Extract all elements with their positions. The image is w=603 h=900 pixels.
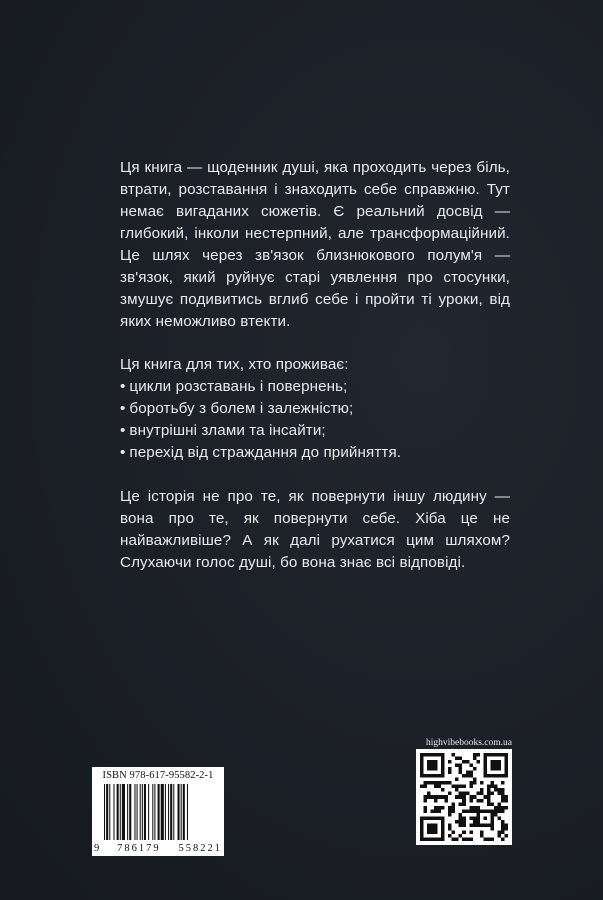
qr-code: [416, 749, 512, 845]
audience-list: [120, 376, 510, 464]
blurb-paragraph-1: Ця книга — щоденник душі, яка проходить через біль, втрати, розставання і знаходить себе справжню. Тут немає вигаданих сюжетів. Є реальний досвід — глибокий, інколи нестерпний, але трансформаційний. Це шлях через зв'язок близнюкового полум'я — зв'язок, який руйнує старі уявлення про стосунки, змушує подивитись вглиб себе і пройти ті уроки, від яких неможливо втекти.: [120, 159, 510, 330]
website-label: highvibebooks.com.ua: [425, 738, 512, 748]
ean-right-digits: 558221: [178, 843, 222, 854]
blurb-text: [120, 157, 510, 574]
list-intro: Ця книга для тих, хто проживає:: [120, 356, 349, 373]
ean-left-digits: 786179: [117, 843, 161, 854]
bullet-icon: •: [120, 378, 126, 395]
isbn-label: ISBN 978-617-95582-2-1: [102, 770, 214, 781]
isbn-barcode: [92, 767, 224, 856]
qr-code-icon: [420, 753, 508, 841]
blurb-paragraph-2: Це історія не про те, як повернути іншу людину — вона про те, як повернути себе. Хіба це не найважливіше? А як далі рухатися цим шляхом? Слухаючи голос душі, бо вона знає всі відповіді.: [120, 488, 510, 571]
ean-first-digit: 9: [94, 843, 100, 854]
bullet-icon: •: [120, 400, 126, 417]
bullet-icon: •: [120, 444, 126, 461]
list-item: • боротьбу з болем і залежністю;: [120, 400, 354, 417]
list-item: • цикли розставань і повернень;: [120, 378, 348, 395]
list-item: • внутрішні злами та інсайти;: [120, 422, 326, 439]
bullet-icon: •: [120, 422, 126, 439]
ean-digits: [94, 843, 222, 854]
list-item: • перехід від страждання до прийняття.: [120, 444, 402, 461]
barcode-bars: [102, 784, 214, 840]
